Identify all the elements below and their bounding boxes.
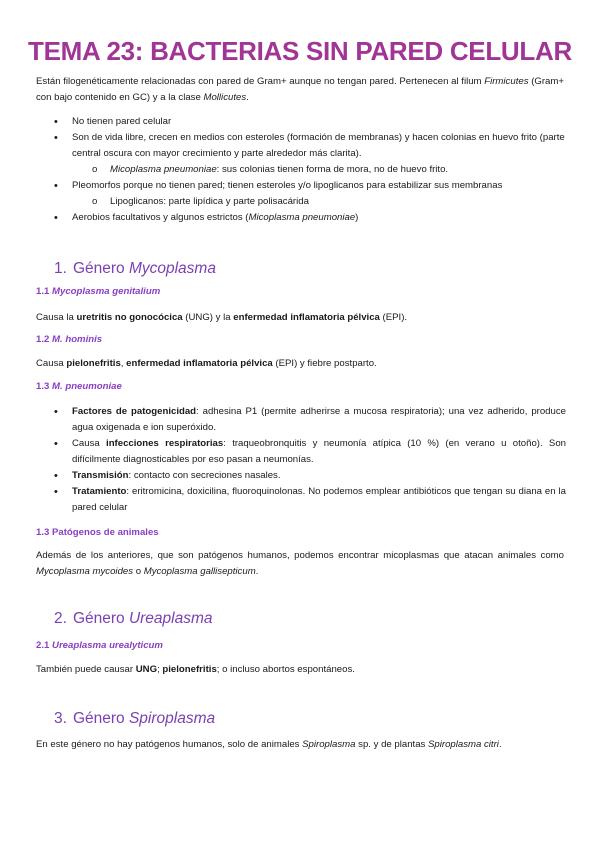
sub-list-item: o Lipoglicanos: parte lipídica y parte polisacárida [110, 194, 566, 210]
list-item: • Pleomorfos porque no tienen pared; tienen esteroles y/o lipoglicanos para estabilizar sus membranas [72, 178, 566, 194]
subsection-heading: 1.2 M. hominis [36, 334, 103, 345]
subsection-heading: 1.3 Patógenos de animales [36, 527, 159, 538]
subsection-heading: 1.3 M. pneumoniae [36, 381, 122, 392]
subsection-heading: 1.1 Mycoplasma genitalium [36, 286, 161, 297]
list-item: • Aerobios facultativos y algunos estrictos (Micoplasma pneumoniae) [72, 210, 566, 226]
section-heading-mycoplasma: 1. Género Mycoplasma [54, 260, 216, 277]
list-item: • Son de vida libre, crecen en medios con esteroles (formación de membranas) y hacen colonias en huevo frito (parte central oscura con mayor crecimiento y parte alrededor más clarita). [72, 130, 566, 162]
paragraph: También puede causar UNG; pielonefritis; o incluso abortos espontáneos. [36, 664, 355, 675]
paragraph: En este género no hay patógenos humanos, solo de animales Spiroplasma sp. y de plantas Spiroplasma citri. [36, 739, 502, 750]
intro-paragraph: Están filogenéticamente relacionadas con pared de Gram+ aunque no tengan pared. Pertenecen al filum Firmicutes (Gram+ con bajo contenido en GC) y a la clase Mollicutes. [36, 76, 564, 103]
subsection-heading: 2.1 Ureaplasma urealyticum [36, 640, 163, 651]
list-item: • Tratamiento: eritromicina, doxicilina, fluoroquinolonas. No podemos emplear antibióticos que tengan su diana en la pared celular [72, 484, 566, 516]
paragraph: Además de los anteriores, que son patógenos humanos, podemos encontrar micoplasmas que atacan animales como Mycoplasma mycoides o Mycoplasma gallisepticum. [36, 550, 564, 577]
paragraph: Causa pielonefritis, enfermedad inflamatoria pélvica (EPI) y fiebre postparto. [36, 358, 377, 369]
list-item: • No tienen pared celular [72, 114, 566, 130]
list-item: • Factores de patogenicidad: adhesina P1 (permite adherirse a mucosa respiratoria); una vez adherido, produce agua oxigenada e ion superóxido. [72, 404, 566, 436]
page-title: TEMA 23: BACTERIAS SIN PARED CELULAR [28, 36, 572, 66]
section-heading-ureaplasma: 2. Género Ureaplasma [54, 610, 213, 627]
section-heading-spiroplasma: 3. Género Spiroplasma [54, 710, 216, 727]
paragraph: Causa la uretritis no gonocócica (UNG) y la enfermedad inflamatoria pélvica (EPI). [36, 312, 408, 323]
list-item: • Transmisión: contacto con secreciones nasales. [72, 468, 566, 484]
sub-list-item: o Micoplasma pneumoniae: sus colonias tienen forma de mora, no de huevo frito. [110, 162, 566, 178]
list-item: • Causa infecciones respiratorias: traqueobronquitis y neumonía atípica (10 %) (en verano u otoño). Son difícilmente diagnosticables por eso pasan a neumonías. [72, 436, 566, 468]
